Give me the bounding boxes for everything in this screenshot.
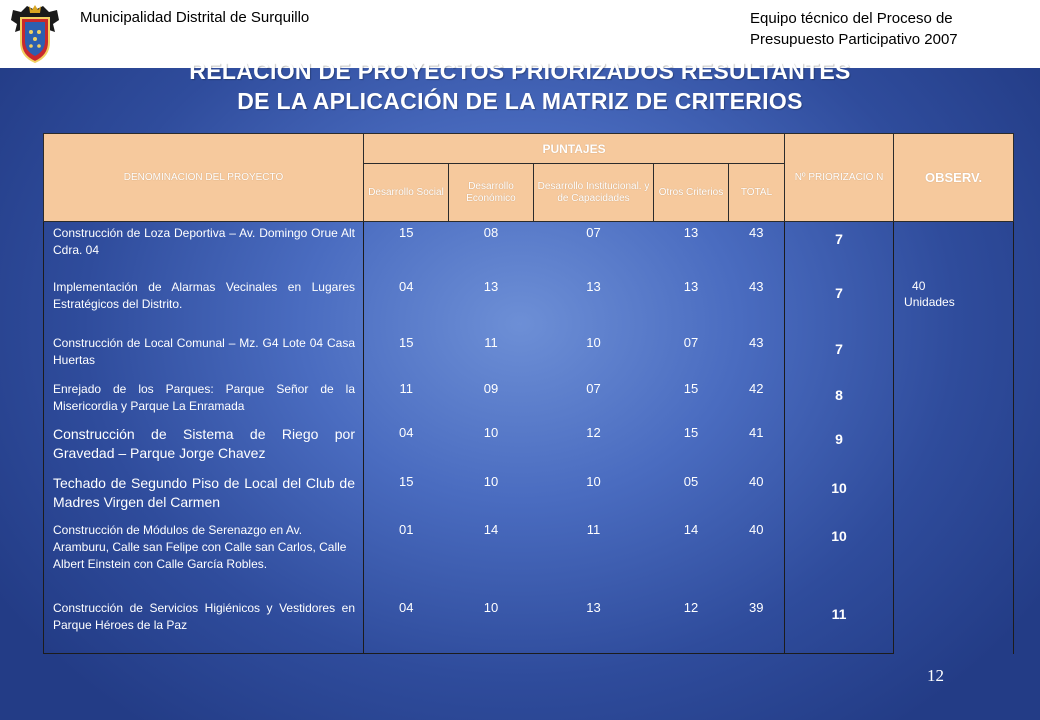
score-institucional: 12 — [586, 424, 601, 440]
table-row — [44, 471, 1014, 519]
score-economico: 13 — [483, 278, 499, 294]
title-line-2: DE LA APLICACIÓN DE LA MATRIZ DE CRITERIOS — [237, 88, 803, 114]
project-name: Construcción de Local Comunal – Mz. G4 Lote 04 Casa Huertas — [44, 332, 364, 378]
score-economico: 08 — [483, 225, 499, 240]
header-project: DENOMINACION DEL PROYECTO — [44, 134, 364, 222]
header-puntajes: PUNTAJES — [364, 134, 785, 164]
projects-table — [43, 133, 1014, 654]
project-name: Implementación de Alarmas Vecinales en Lugares Estratégicos del Distrito. — [44, 276, 364, 332]
table-row — [44, 597, 1014, 654]
header-priorizacion: Nº PRIORIZACIO N — [785, 134, 894, 222]
priority-number: 7 — [785, 276, 894, 332]
table-row — [44, 422, 1014, 471]
priority-number: 9 — [785, 422, 894, 471]
score-total: 43 — [749, 334, 764, 350]
project-name: Construcción de Sistema de Riego por Gravedad – Parque Jorge Chavez — [44, 422, 364, 471]
score-social: 11 — [399, 380, 413, 396]
score-otros: 15 — [683, 424, 699, 440]
header-economico: Desarrollo Económico — [449, 164, 534, 222]
project-name: Enrejado de los Parques: Parque Señor de la Misericordia y Parque La Enramada — [44, 378, 364, 422]
team-line-1: Equipo técnico del Proceso de — [750, 10, 953, 27]
header-institucional: Desarrollo Institucional. y de Capacidades — [534, 164, 654, 222]
score-social: 15 — [399, 225, 414, 240]
score-economico: 10 — [483, 424, 499, 440]
score-otros: 05 — [683, 473, 699, 489]
table-row — [44, 332, 1014, 378]
score-institucional: 10 — [586, 473, 601, 489]
page-title — [0, 56, 1040, 116]
priority-number: 8 — [785, 378, 894, 422]
score-institucional: 07 — [586, 225, 601, 240]
team-line-2: Presupuesto Participativo 2007 — [750, 31, 958, 48]
score-social: 04 — [399, 424, 414, 440]
observations-cell — [894, 222, 1014, 654]
priority-number: 11 — [785, 597, 894, 654]
score-economico: 10 — [483, 473, 499, 489]
score-social: 01 — [399, 521, 414, 537]
project-name: Construcción de Servicios Higiénicos y Vestidores en Parque Héroes de la Paz — [44, 597, 364, 654]
score-economico: 11 — [484, 334, 498, 350]
score-total: 42 — [749, 380, 764, 396]
score-social: 15 — [399, 473, 414, 489]
score-otros: 13 — [683, 225, 699, 240]
observation-count: 40 — [912, 279, 926, 293]
score-otros: 15 — [683, 380, 699, 396]
header-social: Desarrollo Social — [364, 164, 449, 222]
table-row — [44, 222, 1014, 276]
score-otros: 07 — [683, 334, 699, 350]
table-row — [44, 378, 1014, 422]
project-name: Construcción de Loza Deportiva – Av. Domingo Orue Alt Cdra. 04 — [44, 222, 364, 276]
score-total: 40 — [749, 473, 764, 489]
header-total: TOTAL — [729, 164, 785, 222]
score-institucional: 13 — [534, 597, 654, 654]
score-institucional: 11 — [586, 521, 601, 537]
table-row — [44, 519, 1014, 597]
team-label — [750, 8, 958, 50]
header-observaciones: OBSERV. — [894, 134, 1014, 222]
priority-number: 10 — [785, 519, 894, 597]
score-economico: 09 — [483, 380, 499, 396]
score-institucional: 10 — [586, 334, 601, 350]
priority-number: 7 — [785, 222, 894, 276]
score-total: 43 — [749, 278, 764, 294]
score-total: 39 — [729, 597, 785, 654]
score-social: 15 — [399, 334, 414, 350]
score-otros: 13 — [683, 278, 699, 294]
score-social: 04 — [364, 597, 449, 654]
score-institucional: 13 — [586, 278, 601, 294]
table-row — [44, 276, 1014, 332]
score-social: 04 — [399, 278, 414, 294]
title-line-1: RELACION DE PROYECTOS PRIORIZADOS RESULTANTES — [189, 58, 851, 84]
priority-number: 10 — [785, 471, 894, 519]
header-otros: Otros Criterios — [654, 164, 729, 222]
score-otros: 12 — [654, 597, 729, 654]
score-total: 40 — [749, 521, 764, 537]
project-name: Construcción de Módulos de Serenazgo en Av. Aramburu, Calle san Felipe con Calle san Carlos, Calle Albert Einstein con Calle García Robles. — [44, 519, 364, 597]
score-otros: 14 — [683, 521, 699, 537]
observation-unit: Unidades — [904, 295, 955, 309]
score-institucional: 07 — [586, 380, 601, 396]
score-total: 43 — [749, 225, 764, 240]
score-economico: 14 — [483, 521, 499, 537]
score-total: 41 — [749, 424, 764, 440]
priority-number: 7 — [785, 332, 894, 378]
score-economico: 10 — [449, 597, 534, 654]
project-name: Techado de Segundo Piso de Local del Club de Madres Virgen del Carmen — [44, 471, 364, 519]
organization-name: Municipalidad Distrital de Surquillo — [80, 9, 310, 26]
page-number: 12 — [927, 666, 944, 685]
